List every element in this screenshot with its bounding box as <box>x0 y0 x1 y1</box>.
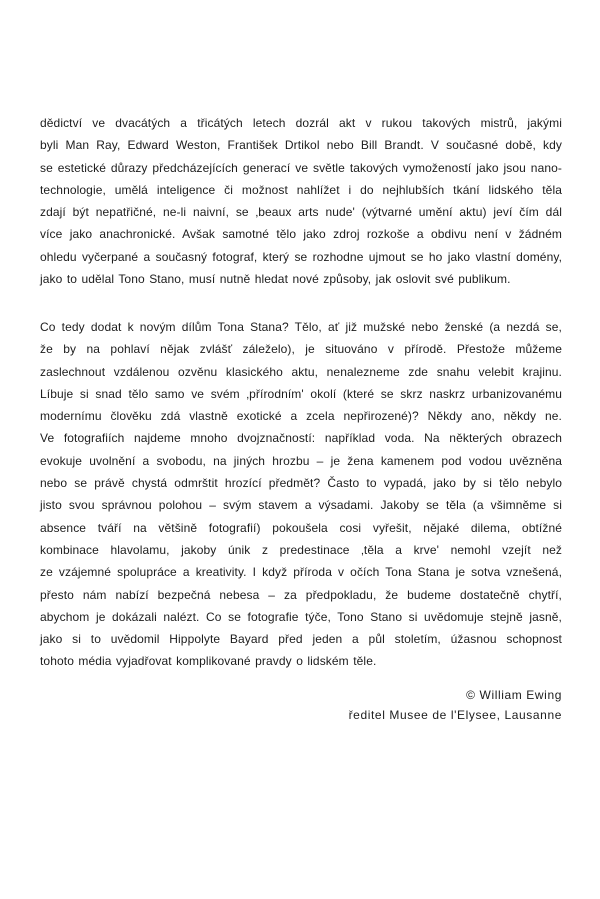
paragraph-2 <box>40 316 562 673</box>
text-line: zdají být nepatřičné, ne-li naivní, se ‚beaux arts nude' (výtvarné umění aktu) jeví čím dál <box>40 205 562 220</box>
text-line: dědictví ve dvacátých a třicátých letech dozrál akt v rukou takových mistrů, jakými <box>40 116 562 130</box>
text-line: se estetické důrazy předcházejících generací ve světle takových vymožeností jako jsou nano- <box>40 160 562 175</box>
text-line: ohledu vyčerpané a současný fotograf, který se rozhodne ujmout se ho jako vlastní domény, <box>40 249 562 264</box>
text-line: Ve fotografiích najdeme mnoho dvojznačností: například voda. Na některých obrazech <box>40 431 562 446</box>
text-line: technologie, umělá inteligence či možnost nahlížet i do nejhlubších tkání lidského těla <box>40 182 562 197</box>
text-line: nebo se právě chystá odmrštit hrozící předmět? Často to vypadá, jako by si tělo nebylo <box>40 476 562 491</box>
signature-name: © William Ewing <box>466 688 562 702</box>
text-line: zaslechnout vzdálenou ozvěnu klasického aktu, nenalezneme zde snahu velebit krajinu. <box>40 364 562 379</box>
text-line: přesto nám nabízí bezpečná nebesa – za předpokladu, že budeme dostatečně chytří, <box>40 587 562 602</box>
text-line: jako si to uvědomil Hippolyte Bayard před jeden a půl stoletím, úžasnou schopnost <box>40 632 562 647</box>
paragraph-1 <box>40 112 562 290</box>
text-line: ze vzájemné spolupráce a kreativity. I když příroda v očích Tona Stana je sotva vznešená, <box>40 565 562 580</box>
text-line: Co tedy dodat k novým dílům Tona Stana? Tělo, ať již mužské nebo ženské (a nezdá se, <box>40 320 562 334</box>
text-line: tohoto média vyjadřovat komplikované pravdy o lidském těle. <box>40 654 377 669</box>
text-line: kombinace hlavolamu, jakoby únik z predestinace ‚těla a krve' nemohl vzejít než <box>40 542 562 557</box>
text-line: že by na pohlaví nějak zvlášť záleželo), je situováno v přírodě. Přestože můžeme <box>40 342 562 357</box>
signature-role: ředitel Musee de l'Elysee, Lausanne <box>348 708 562 722</box>
text-line: byli Man Ray, Edward Weston, František Drtikol nebo Bill Brandt. V současné době, kdy <box>40 138 562 153</box>
text-line: jako to udělal Tono Stano, musí nutně hledat nové způsoby, jak oslovit své publikum. <box>40 272 511 287</box>
text-line: Líbuje si snad tělo samo ve svém ‚přírodním' okolí (které se skrz naskrz urbanizovanému <box>40 386 562 401</box>
text-line: více jako anachronické. Avšak samotné tělo jako zdroj rozkoše a obdivu není v žádném <box>40 227 562 242</box>
text-line: modernímu člověku zdá vlastně exotické a zcela nepřirozené)? Někdy ano, někdy ne. <box>40 409 562 424</box>
text-line: absence tváří na většině fotografií) pokoušela cosi vyřešit, nějaké dilema, obtížné <box>40 520 562 535</box>
text-line: jisto svou správnou polohou – svým stavem a výsadami. Jakoby se těla (a všimněme si <box>40 498 562 513</box>
text-line: abychom je dokázali nalézt. Co se fotografie týče, Tono Stano si uvědomuje stejně jasně, <box>40 609 562 624</box>
text-line: evokuje uvolnění a svobodu, na jiných hrozbu – je žena kamenem pod vodou uvězněna <box>40 453 562 468</box>
